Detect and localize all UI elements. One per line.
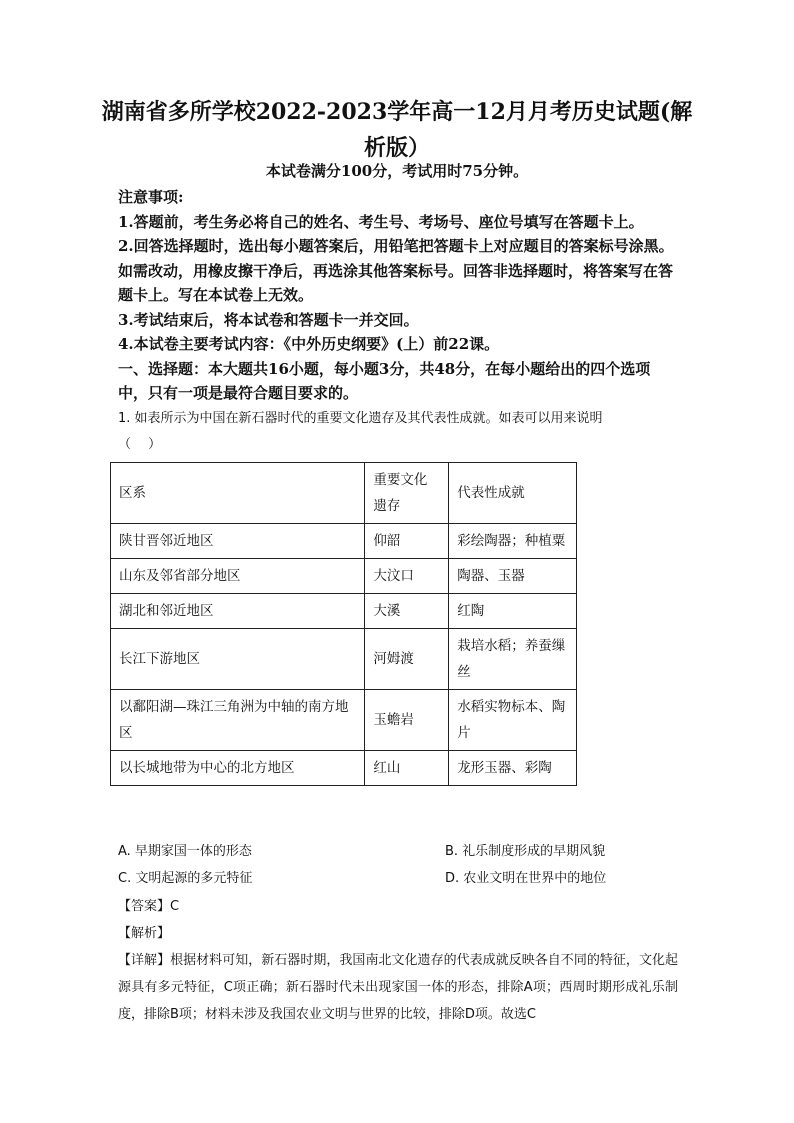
section-heading: 一、选择题：本大题共16小题，每小题3分，共48分，在每小题给出的四个选项中，只有一项是最符合题目要求的。: [118, 359, 651, 402]
table-row: [111, 594, 577, 629]
table-cell: 红陶: [449, 594, 577, 629]
table-cell: 龙形玉器、彩陶: [449, 751, 577, 786]
answer-parentheses: （ ）: [118, 437, 162, 452]
table-cell: 河姆渡: [365, 629, 449, 690]
detailed-explanation: 【详解】根据材料可知，新石器时期，我国南北文化遗存的代表成就反映各自不同的特征，文化起源具有多元特征，C项正确；新石器时代未出现家国一体的形态，排除A项；西周时期形成礼乐制度，排除B项；材料未涉及我国农业文明与世界的比较，排除D项。故选C: [118, 953, 678, 1022]
instruction-item: 1.答题前，考生务必将自己的姓名、考生号、考场号、座位号填写在答题卡上。: [118, 212, 644, 231]
table-cell: 大溪: [365, 594, 449, 629]
table-row: [111, 629, 577, 690]
table-header-row: [111, 463, 577, 524]
table-cell: 栽培水稻；养蚕缫丝: [449, 629, 577, 690]
options-row: [118, 838, 678, 865]
instructions-heading: 注意事项:: [118, 188, 184, 206]
table-row: [111, 559, 577, 594]
table-cell: 陶器、玉器: [449, 559, 577, 594]
exam-subtitle: 本试卷满分100分，考试用时75分钟。: [265, 162, 529, 180]
exam-title: 湖南省多所学校2022-2023学年高一12月月考历史试题(解析版）: [101, 99, 693, 161]
option-a: A. 早期家国一体的形态: [118, 844, 252, 859]
table-header-cell: 区系: [111, 463, 365, 524]
question-1: [118, 406, 678, 458]
table-cell: 仰韶: [365, 524, 449, 559]
question-stem: 1. 如表所示为中国在新石器时代的重要文化遗存及其代表性成就。如表可以用来说明: [118, 411, 603, 426]
culture-table: [110, 462, 577, 786]
table-cell: 水稻实物标本、陶片: [449, 690, 577, 751]
analysis-label: 【解析】: [118, 926, 171, 941]
table-cell: 大汶口: [365, 559, 449, 594]
table-cell: 红山: [365, 751, 449, 786]
table-cell: 以鄱阳湖—珠江三角洲为中轴的南方地区: [111, 690, 365, 751]
table-header-cell: 代表性成就: [449, 463, 577, 524]
instruction-item: 4.本试卷主要考试内容：《中外历史纲要》(上）前22课。: [118, 335, 500, 353]
table-row: [111, 690, 577, 751]
answer-key: 【答案】C: [118, 899, 180, 914]
instruction-item: 3.考试结束后，将本试卷和答题卡一并交回。: [118, 310, 419, 329]
table-cell: 以长城地带为中心的北方地区: [111, 751, 365, 786]
exam-instructions: [118, 185, 678, 406]
answer-options: [118, 838, 678, 892]
option-b: B. 礼乐制度形成的早期风貌: [445, 844, 606, 859]
answer-section: [118, 893, 678, 1028]
option-c: C. 文明起源的多元特征: [118, 871, 253, 886]
option-d: D. 农业文明在世界中的地位: [445, 871, 607, 886]
table-cell: 山东及邻省部分地区: [111, 559, 365, 594]
instruction-item: 2.回答选择题时，选出每小题答案后，用铅笔把答题卡上对应题目的答案标号涂黑。如需改动，用橡皮擦干净后，再选涂其他答案标号。回答非选择题时，将答案写在答题卡上。写在本试卷上无效。: [118, 237, 674, 304]
table-cell: 玉蟾岩: [365, 690, 449, 751]
table-row: [111, 524, 577, 559]
table-cell: 长江下游地区: [111, 629, 365, 690]
table-cell: 彩绘陶器；种植粟: [449, 524, 577, 559]
table-row: [111, 751, 577, 786]
table-header-cell: 重要文化遗存: [365, 463, 449, 524]
table-cell: 湖北和邻近地区: [111, 594, 365, 629]
options-row: [118, 865, 678, 892]
table-cell: 陕甘晋邻近地区: [111, 524, 365, 559]
